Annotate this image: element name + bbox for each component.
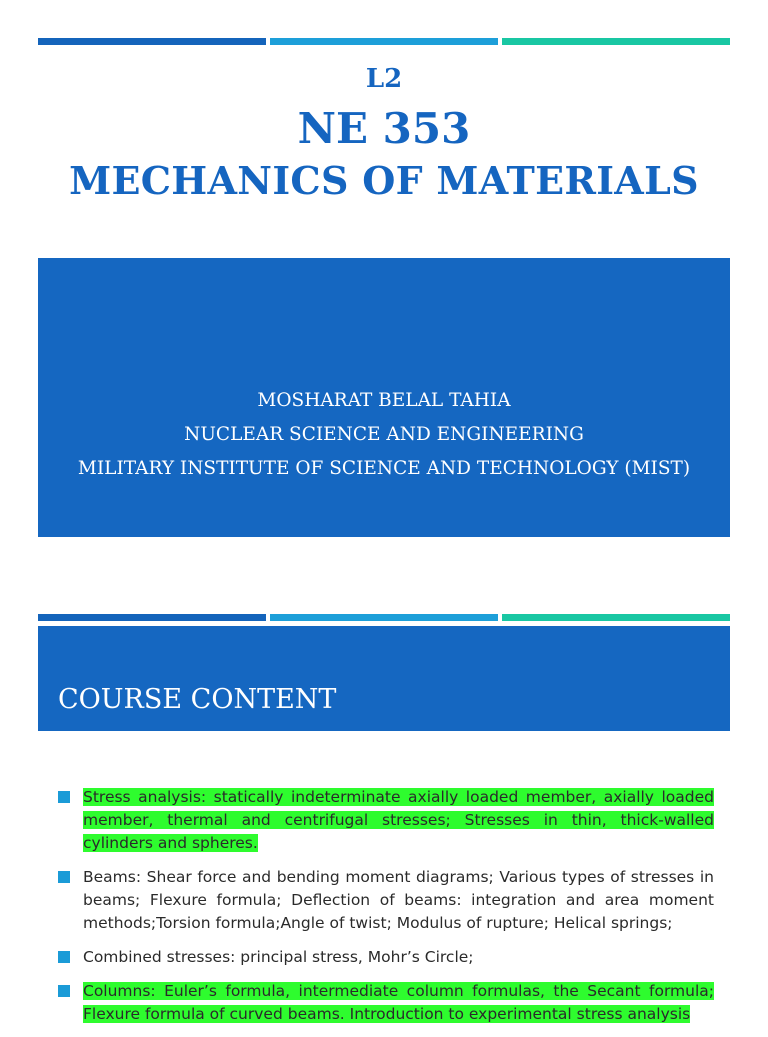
course-content-list <box>58 786 714 1037</box>
author-panel <box>38 258 730 537</box>
author-info <box>38 384 730 486</box>
list-item-text: Beams: Shear force and bending moment diagrams; Various types of stresses in beams; Flexure formula; Deflection of beams: integration and area moment methods;Torsion formula;Angle of twist; Modulus of rupture; Helical springs; <box>83 868 714 932</box>
square-bullet-icon <box>58 791 70 803</box>
list-item-text: Stress analysis: statically indeterminate axially loaded member, axially loaded member, thermal and centrifugal stresses; Stresses in thin, thick-walled cylinders and spheres. <box>83 788 714 852</box>
course-code: NE 353 <box>297 104 471 153</box>
list-item <box>58 980 714 1026</box>
lecture-number: L2 <box>365 64 403 94</box>
section-heading: COURSE CONTENT <box>58 684 337 715</box>
top-stripe-mid <box>270 38 498 45</box>
section-stripe-teal <box>502 614 730 621</box>
list-item <box>58 946 714 969</box>
top-stripe-teal <box>502 38 730 45</box>
square-bullet-icon <box>58 985 70 997</box>
top-stripe-dark <box>38 38 266 45</box>
section-stripe-dark <box>38 614 266 621</box>
square-bullet-icon <box>58 871 70 883</box>
list-item <box>58 866 714 935</box>
section-header-panel <box>38 626 730 731</box>
author-department: NUCLEAR SCIENCE AND ENGINEERING <box>184 424 584 445</box>
author-name: MOSHARAT BELAL TAHIA <box>257 390 511 411</box>
square-bullet-icon <box>58 951 70 963</box>
course-title: MECHANICS OF MATERIALS <box>69 158 699 203</box>
list-item-text: Combined stresses: principal stress, Mohr’s Circle; <box>83 948 474 966</box>
list-item-text: Columns: Euler’s formula, intermediate column formulas, the Secant formula; Flexure formula of curved beams. Introduction to experimental stress analysis <box>83 982 714 1023</box>
list-item <box>58 786 714 855</box>
section-stripe-mid <box>270 614 498 621</box>
author-institution: MILITARY INSTITUTE OF SCIENCE AND TECHNOLOGY (MIST) <box>77 458 691 479</box>
